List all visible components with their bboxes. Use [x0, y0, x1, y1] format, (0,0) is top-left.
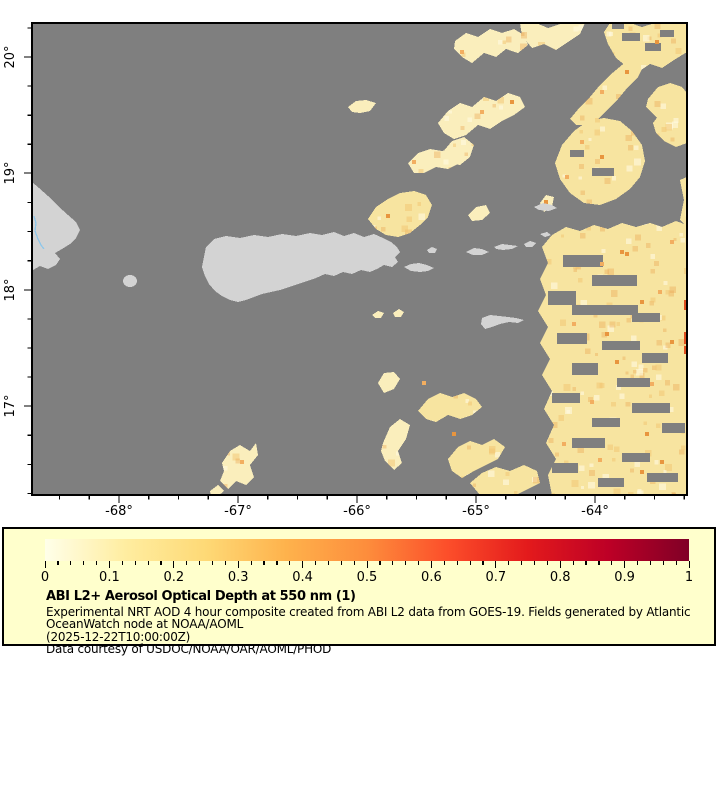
colorbar-major-tick: [173, 561, 174, 568]
colorbar-tick-label: 0.6: [421, 570, 442, 585]
colorbar-major-tick: [624, 561, 625, 568]
legend-box: [2, 527, 716, 657]
colorbar-minor-tick: [547, 561, 548, 565]
colorbar-tick-label: 0.5: [356, 570, 378, 585]
colorbar-minor-tick: [328, 561, 329, 565]
colorbar-minor-tick: [521, 561, 522, 565]
colorbar-minor-tick: [57, 561, 58, 565]
colorbar-minor-tick: [160, 561, 161, 565]
colorbar-tick-label: 0.8: [549, 570, 571, 585]
colorbar-minor-tick: [354, 561, 355, 565]
colorbar-major-tick: [367, 561, 368, 568]
colorbar-major-tick: [560, 561, 561, 568]
colorbar-minor-tick: [251, 561, 252, 565]
y-tick-label: 19°: [3, 161, 18, 185]
colorbar-minor-tick: [289, 561, 290, 565]
colorbar-minor-tick: [341, 561, 342, 565]
colorbar-major-tick: [45, 561, 46, 568]
colorbar-minor-tick: [637, 561, 638, 565]
colorbar-minor-tick: [663, 561, 664, 565]
colorbar-major-tick: [109, 561, 110, 568]
legend-line-2: OceanWatch node at NOAA/AOML: [46, 617, 244, 632]
colorbar-minor-tick: [585, 561, 586, 565]
colorbar-minor-tick: [598, 561, 599, 565]
mona-island: [123, 275, 137, 287]
colorbar-tick-label: 0: [40, 570, 50, 585]
colorbar-minor-tick: [418, 561, 419, 565]
map-layers: [32, 23, 692, 498]
colorbar-minor-tick: [676, 561, 677, 565]
colorbar-tick-label: 0.9: [614, 570, 635, 585]
y-tick-label: 18°: [3, 278, 18, 302]
colorbar-minor-tick: [405, 561, 406, 565]
colorbar-tick-label: 1: [684, 570, 694, 585]
colorbar-minor-tick: [225, 561, 226, 565]
colorbar-minor-tick: [199, 561, 200, 565]
colorbar-minor-tick: [212, 561, 213, 565]
legend-line-4: Data courtesy of USDOC/NOAA/OAR/AOML/PHOD: [46, 642, 332, 657]
colorbar-minor-tick: [650, 561, 651, 565]
colorbar-major-tick: [431, 561, 432, 568]
colorbar-minor-tick: [444, 561, 445, 565]
colorbar-minor-tick: [263, 561, 264, 565]
colorbar-minor-tick: [122, 561, 123, 565]
x-tick-label: -65°: [462, 504, 490, 519]
colorbar-minor-tick: [315, 561, 316, 565]
colorbar-major-tick: [302, 561, 303, 568]
x-tick-label: -66°: [343, 504, 371, 519]
colorbar-minor-tick: [508, 561, 509, 565]
colorbar-minor-tick: [276, 561, 277, 565]
legend-line-1: Experimental NRT AOD 4 hour composite created from ABI L2 data from GOES-19. Fields generated by Atlantic: [46, 605, 691, 619]
legend-text-block: [46, 589, 690, 656]
colorbar-minor-tick: [135, 561, 136, 565]
colorbar-minor-tick: [611, 561, 612, 565]
colorbar-minor-tick: [83, 561, 84, 565]
colorbar-tick-label: 0.3: [227, 570, 249, 585]
colorbar-tick-label: 0.1: [99, 570, 120, 585]
colorbar-minor-tick: [392, 561, 393, 565]
x-tick-label: -67°: [224, 504, 252, 519]
colorbar-minor-tick: [148, 561, 149, 565]
colorbar-gradient: [45, 539, 689, 561]
colorbar-minor-tick: [534, 561, 535, 565]
colorbar-minor-tick: [457, 561, 458, 565]
colorbar-minor-tick: [96, 561, 97, 565]
colorbar-minor-tick: [186, 561, 187, 565]
legend-title: ABI L2+ Aerosol Optical Depth at 550 nm (1): [46, 589, 356, 604]
colorbar-minor-tick: [470, 561, 471, 565]
colorbar-tick-label: 0.7: [485, 570, 507, 585]
x-tick-label: -68°: [105, 504, 133, 519]
colorbar-minor-tick: [70, 561, 71, 565]
colorbar-minor-tick: [379, 561, 380, 565]
colorbar-major-tick: [495, 561, 496, 568]
y-tick-label: 20°: [3, 45, 18, 69]
colorbar-tick-label: 0.4: [292, 570, 313, 585]
legend-line-3: (2025-12-22T10:00:00Z): [46, 629, 191, 644]
y-tick-label: 17°: [3, 394, 18, 418]
colorbar-major-tick: [689, 561, 690, 568]
colorbar-minor-tick: [573, 561, 574, 565]
colorbar-major-tick: [238, 561, 239, 568]
colorbar-tick-label: 0.2: [163, 570, 185, 585]
x-tick-label: -64°: [581, 504, 609, 519]
colorbar-minor-tick: [482, 561, 483, 565]
